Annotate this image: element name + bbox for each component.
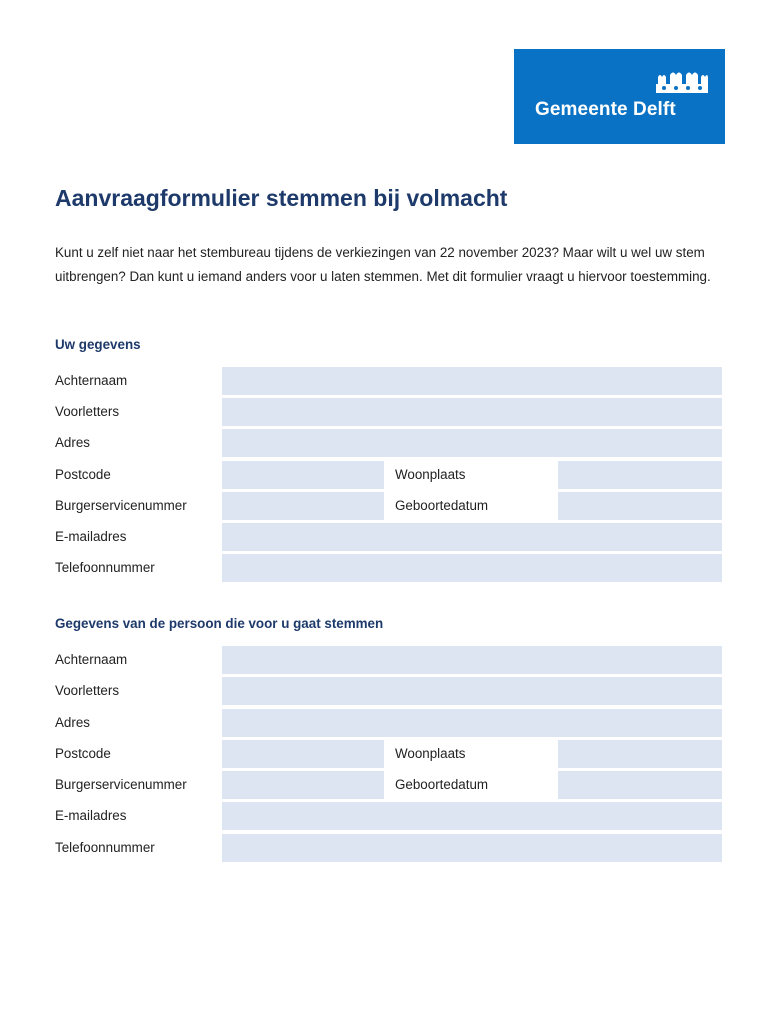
form-row-gemachtigde-voorletters xyxy=(55,677,722,705)
form-row-gemachtigde-adres xyxy=(55,709,722,737)
form-row-telefoon xyxy=(55,554,722,582)
gemachtigde-email-label: E-mailadres xyxy=(55,808,127,823)
bsn-label: Burgerservicenummer xyxy=(55,498,187,513)
gemachtigde-adres-label: Adres xyxy=(55,715,90,730)
gemachtigde-achternaam-label: Achternaam xyxy=(55,652,128,667)
gemeente-delft-logo xyxy=(514,49,725,144)
form-row-gemachtigde-email xyxy=(55,802,722,830)
form-row-gemachtigde-postcode-woonplaats xyxy=(55,740,722,768)
adres-input[interactable] xyxy=(222,429,722,457)
form-row-email xyxy=(55,523,722,551)
gemachtigde-achternaam-input[interactable] xyxy=(222,646,722,674)
gemachtigde-voorletters-input[interactable] xyxy=(222,677,722,705)
adres-label: Adres xyxy=(55,435,90,450)
form-row-postcode-woonplaats xyxy=(55,461,722,489)
email-label: E-mailadres xyxy=(55,529,127,544)
delft-crown-logo-icon xyxy=(656,69,708,93)
achternaam-label: Achternaam xyxy=(55,373,128,388)
gemachtigde-woonplaats-label: Woonplaats xyxy=(395,746,466,761)
form-row-achternaam xyxy=(55,367,722,395)
form-row-gemachtigde-telefoon xyxy=(55,834,722,862)
gemachtigde-postcode-label: Postcode xyxy=(55,746,111,761)
section-title-gemachtigde: Gegevens van de persoon die voor u gaat stemmen xyxy=(55,616,384,631)
bsn-input[interactable] xyxy=(222,492,384,520)
woonplaats-input[interactable] xyxy=(558,461,722,489)
intro-text: Kunt u zelf niet naar het stembureau tijdens de verkiezingen van 22 november 2023? Maar wilt u wel uw stem uitbrengen? Dan kunt u iemand anders voor u laten stemmen. Met dit formulier vraagt u hiervoor toestemming. xyxy=(55,245,711,284)
voorletters-label: Voorletters xyxy=(55,404,120,419)
logo-text: Gemeente Delft xyxy=(535,99,676,120)
telefoon-input[interactable] xyxy=(222,554,722,582)
form-row-gemachtigde-achternaam xyxy=(55,646,722,674)
voorletters-input[interactable] xyxy=(222,398,722,426)
gemachtigde-telefoon-label: Telefoonnummer xyxy=(55,840,155,855)
form-row-gemachtigde-bsn-geboortedatum xyxy=(55,771,722,799)
gemachtigde-telefoon-input[interactable] xyxy=(222,834,722,862)
gemachtigde-bsn-label: Burgerservicenummer xyxy=(55,777,187,792)
form-row-bsn-geboortedatum xyxy=(55,492,722,520)
gemachtigde-voorletters-label: Voorletters xyxy=(55,683,120,698)
woonplaats-label: Woonplaats xyxy=(395,467,466,482)
gemachtigde-postcode-input[interactable] xyxy=(222,740,384,768)
postcode-input[interactable] xyxy=(222,461,384,489)
page-title: Aanvraagformulier stemmen bij volmacht xyxy=(55,185,508,211)
geboortedatum-label: Geboortedatum xyxy=(395,498,489,513)
gemachtigde-geboortedatum-label: Geboortedatum xyxy=(395,777,489,792)
postcode-label: Postcode xyxy=(55,467,111,482)
gemachtigde-geboortedatum-input[interactable] xyxy=(558,771,722,799)
gemachtigde-email-input[interactable] xyxy=(222,802,722,830)
section-title-uw-gegevens: Uw gegevens xyxy=(55,337,141,352)
gemachtigde-woonplaats-input[interactable] xyxy=(558,740,722,768)
gemachtigde-adres-input[interactable] xyxy=(222,709,722,737)
telefoon-label: Telefoonnummer xyxy=(55,560,155,575)
form-row-adres xyxy=(55,429,722,457)
achternaam-input[interactable] xyxy=(222,367,722,395)
gemachtigde-bsn-input[interactable] xyxy=(222,771,384,799)
geboortedatum-input[interactable] xyxy=(558,492,722,520)
email-input[interactable] xyxy=(222,523,722,551)
form-row-voorletters xyxy=(55,398,722,426)
